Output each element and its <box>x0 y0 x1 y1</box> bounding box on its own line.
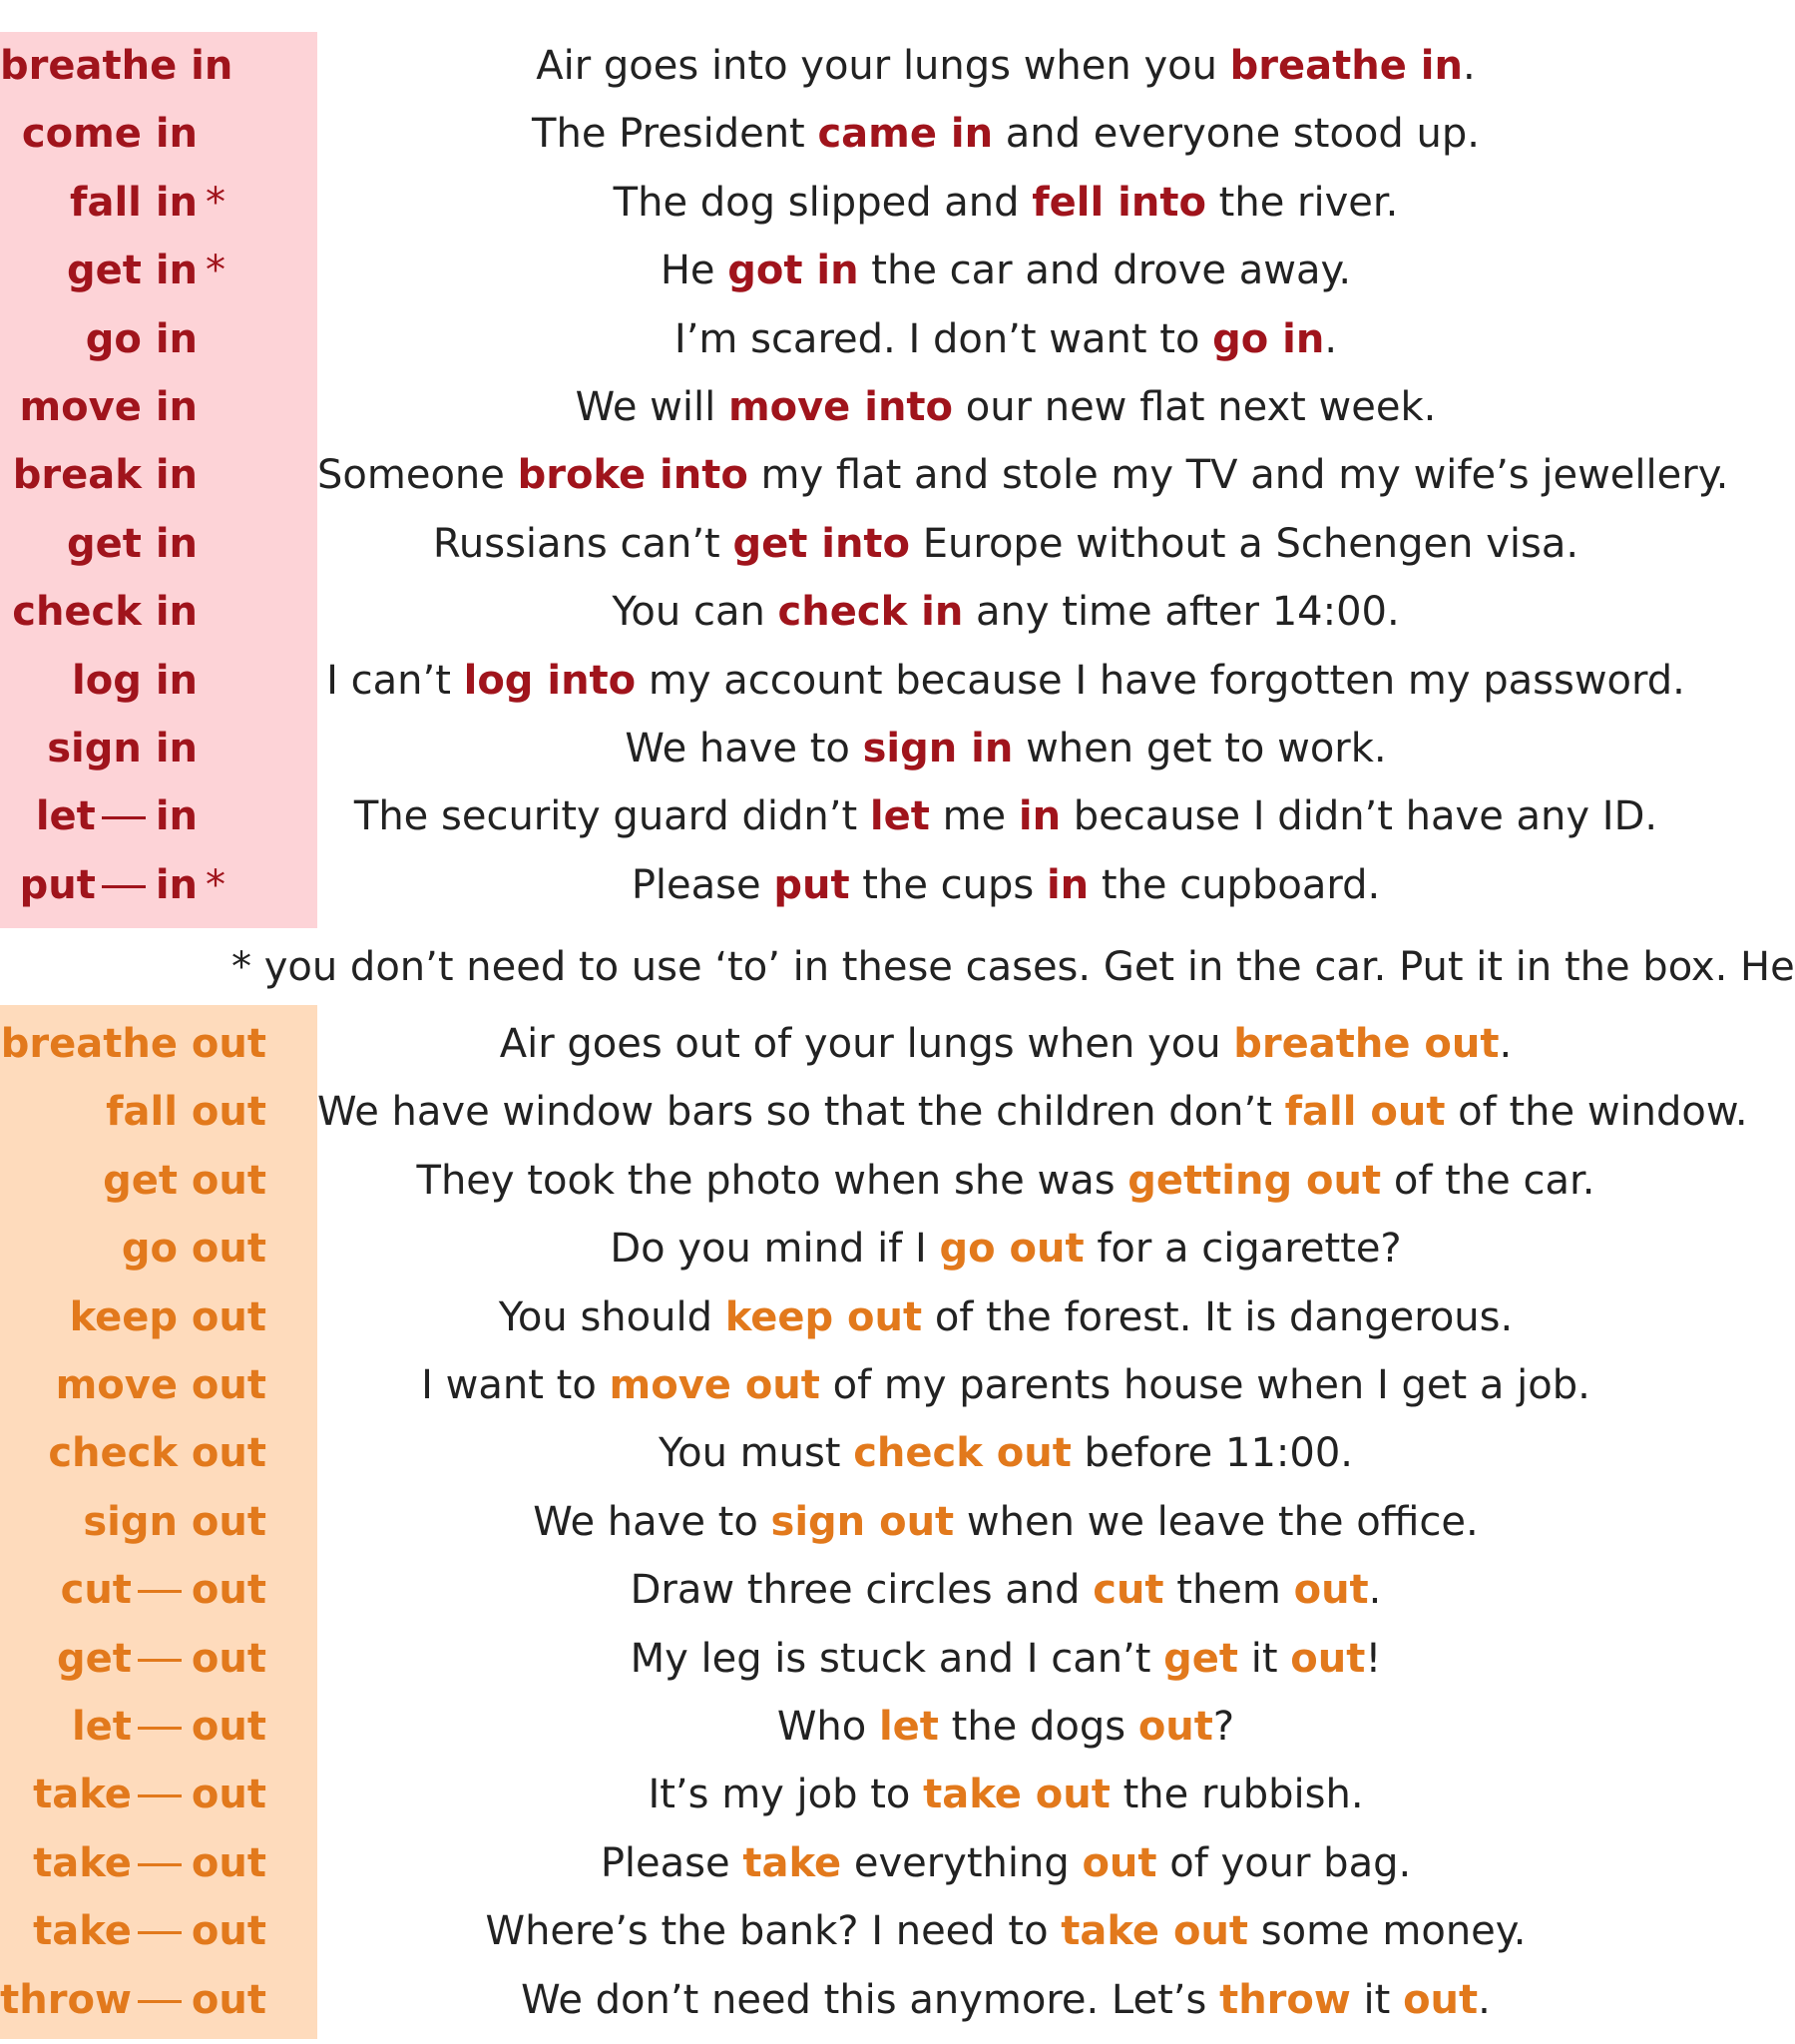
object-blank <box>138 1897 182 1934</box>
footnote-star: * <box>206 179 225 226</box>
verb-word: get <box>66 520 142 567</box>
sentence-text: the car and drove away. <box>858 248 1352 294</box>
footnote: * you don’t need to use ‘to’ in these cases. Get in the car. Put it in the box. He <box>231 944 1795 990</box>
out-verb-row <box>0 1010 1710 1078</box>
sentence-text: any time after 14:00. <box>963 589 1400 636</box>
sentence-text: of the window. <box>1445 1089 1748 1136</box>
in-verb-row <box>0 169 1710 237</box>
phrasal-verb-label <box>0 1897 266 1965</box>
sentence-text: Europe without a Schengen visa. <box>910 520 1579 567</box>
highlighted-verb: out <box>1403 1976 1479 2023</box>
particle-word: in <box>155 589 198 636</box>
phrasal-verb-label <box>0 441 239 509</box>
sentence-text: . <box>1478 1976 1491 2023</box>
sentence-text: our new flat next week. <box>953 384 1437 430</box>
phrasal-verb-label <box>0 32 239 100</box>
sentence-text: Please <box>631 861 774 908</box>
highlighted-verb: get <box>1163 1635 1239 1682</box>
in-verb-row <box>0 782 1710 850</box>
example-sentence <box>317 1966 1694 2034</box>
in-verb-row <box>0 373 1710 441</box>
in-verb-row <box>0 32 1710 100</box>
out-verb-row <box>0 1078 1748 1146</box>
highlighted-verb: out <box>1293 1567 1369 1614</box>
example-sentence <box>317 1010 1694 1078</box>
out-verb-row <box>0 1556 1710 1624</box>
phrasal-verb-label <box>0 1419 266 1487</box>
phrasal-verb-label <box>0 1556 266 1624</box>
phrasal-verb-label <box>0 647 239 715</box>
sentence-text: everything <box>841 1839 1083 1886</box>
particle-word: in <box>155 315 198 362</box>
phrasal-verb-label <box>0 715 239 782</box>
sentence-text: the rubbish. <box>1110 1772 1364 1818</box>
verb-word: check <box>12 589 142 636</box>
sentence-text: You can <box>612 589 778 636</box>
highlighted-verb: go out <box>939 1226 1085 1273</box>
verb-word: get <box>103 1157 178 1204</box>
sentence-text: it <box>1238 1635 1291 1682</box>
phrasal-verb-label <box>0 1966 266 2034</box>
sentence-text: the dogs <box>938 1704 1138 1750</box>
phrasal-verb-label <box>0 510 239 578</box>
sentence-text: when we leave the office. <box>954 1498 1479 1545</box>
sentence-text: because I didn’t have any ID. <box>1061 793 1658 840</box>
sentence-text: the cupboard. <box>1089 861 1381 908</box>
sentence-text: They took the photo when she was <box>416 1157 1128 1204</box>
sentence-text: of your bag. <box>1156 1839 1412 1886</box>
sentence-text: It’s my job to <box>648 1772 924 1818</box>
sentence-text: We will <box>575 384 728 430</box>
highlighted-verb: let <box>878 1704 939 1750</box>
sentence-text: of the forest. It is dangerous. <box>922 1293 1514 1340</box>
example-sentence <box>317 578 1694 646</box>
highlighted-verb: take <box>742 1839 842 1886</box>
object-blank <box>138 1966 182 2003</box>
example-sentence <box>317 1215 1694 1282</box>
sentence-text: We have window bars so that the children don’t <box>317 1089 1285 1136</box>
phrasal-verb-label <box>0 851 239 919</box>
highlighted-verb: put <box>773 861 850 908</box>
phrasal-verb-label <box>0 1488 266 1556</box>
sentence-text: I want to <box>421 1362 610 1408</box>
out-verb-row <box>0 1897 1710 1965</box>
particle-word: out <box>191 1157 266 1204</box>
sentence-text: and everyone stood up. <box>993 111 1480 158</box>
example-sentence <box>317 782 1694 850</box>
out-verb-row <box>0 1215 1710 1282</box>
particle-word: out <box>191 1635 266 1682</box>
object-blank <box>138 1761 182 1797</box>
verb-word: get <box>57 1635 132 1682</box>
particle-word: out <box>191 1430 266 1477</box>
highlighted-verb: sign out <box>770 1498 955 1545</box>
example-sentence <box>317 169 1694 237</box>
phrasal-verb-label <box>0 237 239 304</box>
verb-word: breathe <box>0 43 178 89</box>
particle-word: in <box>155 657 198 704</box>
sentence-text: The President <box>532 111 818 158</box>
sentence-text: The security guard didn’t <box>353 793 870 840</box>
particle-word: in <box>155 793 198 840</box>
verb-word: keep <box>69 1293 178 1340</box>
verb-word: put <box>19 861 96 908</box>
footnote-star: * <box>206 861 225 908</box>
particle-word: in <box>155 861 198 908</box>
in-verb-row <box>0 510 1710 578</box>
phrasal-verb-label <box>0 1351 266 1419</box>
particle-word: out <box>191 1089 266 1136</box>
verb-word: take <box>33 1908 132 1955</box>
sentence-text: . <box>1499 1021 1513 1067</box>
phrasal-verb-label <box>0 1215 266 1282</box>
verb-word: move <box>55 1362 178 1408</box>
phrasal-verb-label <box>0 100 239 168</box>
verb-word: sign <box>47 726 142 771</box>
phrasal-verb-label <box>0 169 239 237</box>
verb-word: let <box>35 793 96 840</box>
verb-word: cut <box>60 1567 132 1614</box>
particle-word: out <box>191 1293 266 1340</box>
sentence-text: when get to work. <box>1013 726 1387 771</box>
particle-word: out <box>191 1704 266 1750</box>
highlighted-verb: fall out <box>1284 1089 1446 1136</box>
example-sentence <box>317 1351 1694 1419</box>
highlighted-verb: fell into <box>1032 179 1206 226</box>
particle-word: in <box>191 43 233 89</box>
verb-word: break <box>12 452 142 499</box>
particle-word: in <box>155 248 198 294</box>
highlighted-verb: take out <box>923 1772 1111 1818</box>
in-verb-row <box>0 100 1710 168</box>
sentence-text: He <box>660 248 728 294</box>
object-blank <box>138 1693 182 1730</box>
highlighted-verb: check out <box>853 1430 1072 1477</box>
example-sentence <box>317 1829 1694 1897</box>
particle-word: out <box>191 1976 266 2023</box>
particle-word: out <box>191 1908 266 1955</box>
sentence-text: I’m scared. I don’t want to <box>673 315 1213 362</box>
sentence-text: Draw three circles and <box>630 1567 1094 1614</box>
sentence-text: . <box>1462 43 1476 89</box>
sentence-text: You must <box>658 1430 854 1477</box>
highlighted-verb: in <box>1018 793 1062 840</box>
object-blank <box>138 1829 182 1866</box>
example-sentence <box>317 1625 1694 1693</box>
out-verb-row <box>0 1147 1710 1215</box>
example-sentence <box>317 1419 1694 1487</box>
phrasal-verb-label <box>0 1147 266 1215</box>
object-blank <box>102 851 146 888</box>
phrasal-verb-label <box>0 305 239 373</box>
highlighted-verb: in <box>1046 861 1090 908</box>
verb-word: sign <box>83 1498 178 1545</box>
particle-word: out <box>191 1226 266 1273</box>
sentence-text: my account because I have forgotten my password. <box>636 657 1685 704</box>
sentence-text: ? <box>1212 1704 1235 1750</box>
phrasal-verb-label <box>0 1761 266 1828</box>
highlighted-verb: go in <box>1212 315 1325 362</box>
sentence-text: The dog slipped and <box>613 179 1033 226</box>
highlighted-verb: take out <box>1061 1908 1249 1955</box>
out-verb-row <box>0 1693 1710 1761</box>
example-sentence <box>317 32 1694 100</box>
phrasal-verb-label <box>0 1625 266 1693</box>
example-sentence <box>317 1761 1694 1828</box>
phrasal-verb-label <box>0 578 239 646</box>
particle-word: in <box>155 726 198 771</box>
phrasal-verb-label <box>0 1078 266 1146</box>
particle-word: in <box>155 452 198 499</box>
highlighted-verb: sign in <box>862 726 1014 771</box>
sentence-text: it <box>1350 1976 1404 2023</box>
in-verb-row <box>0 237 1710 304</box>
example-sentence <box>317 510 1694 578</box>
particle-word: out <box>191 1498 266 1545</box>
example-sentence <box>317 237 1694 304</box>
highlighted-verb: came in <box>817 111 994 158</box>
example-sentence <box>317 1693 1694 1761</box>
sentence-text: me <box>929 793 1019 840</box>
sentence-text: Air goes out of your lungs when you <box>499 1021 1234 1067</box>
particle-word: out <box>191 1772 266 1818</box>
verb-word: take <box>33 1772 132 1818</box>
verb-word: fall <box>106 1089 178 1136</box>
in-verb-row <box>0 578 1710 646</box>
verb-word: check <box>48 1430 178 1477</box>
verb-word: log <box>72 657 142 704</box>
example-sentence <box>317 1078 1748 1146</box>
verb-word: let <box>71 1704 132 1750</box>
in-verb-row <box>0 851 1710 919</box>
example-sentence <box>317 1897 1694 1965</box>
sentence-text: Do you mind if I <box>610 1226 940 1273</box>
highlighted-verb: breathe out <box>1233 1021 1500 1067</box>
highlighted-verb: cut <box>1093 1567 1164 1614</box>
highlighted-verb: out <box>1082 1839 1157 1886</box>
example-sentence <box>317 305 1694 373</box>
out-verb-row <box>0 1829 1710 1897</box>
phrasal-verb-label <box>0 1010 266 1078</box>
sentence-text: the river. <box>1205 179 1399 226</box>
sentence-text: for a cigarette? <box>1084 1226 1402 1273</box>
verb-word: go <box>85 315 142 362</box>
sentence-text: Where’s the bank? I need to <box>485 1908 1062 1955</box>
sentence-text: Someone <box>317 452 518 499</box>
phrasal-verb-label <box>0 1829 266 1897</box>
particle-word: out <box>191 1021 266 1067</box>
example-sentence <box>317 1488 1694 1556</box>
verb-word: get <box>66 248 142 294</box>
object-blank <box>138 1556 182 1593</box>
sentence-text: Air goes into your lungs when you <box>536 43 1230 89</box>
sentence-text: . <box>1324 315 1338 362</box>
in-verb-row <box>0 647 1710 715</box>
example-sentence <box>317 373 1694 441</box>
example-sentence <box>317 100 1694 168</box>
sentence-text: the cups <box>849 861 1047 908</box>
sentence-text: them <box>1163 1567 1294 1614</box>
example-sentence <box>317 715 1694 782</box>
example-sentence <box>317 1556 1694 1624</box>
verb-word: come <box>21 111 142 158</box>
particle-word: in <box>155 520 198 567</box>
out-verb-row <box>0 1488 1710 1556</box>
sentence-text: We have to <box>533 1498 771 1545</box>
verb-word: move <box>19 384 142 430</box>
sentence-text: Who <box>776 1704 879 1750</box>
sentence-text: before 11:00. <box>1071 1430 1353 1477</box>
highlighted-verb: out <box>1137 1704 1213 1750</box>
highlighted-verb: keep out <box>724 1293 923 1340</box>
highlighted-verb: get into <box>732 520 911 567</box>
in-verb-row <box>0 715 1710 782</box>
particle-word: in <box>155 111 198 158</box>
in-verb-row <box>0 305 1710 373</box>
particle-word: in <box>155 384 198 430</box>
object-blank <box>102 782 146 819</box>
sentence-text: of the car. <box>1381 1157 1595 1204</box>
out-verb-row <box>0 1419 1710 1487</box>
example-sentence <box>317 647 1694 715</box>
highlighted-verb: breathe in <box>1229 43 1463 89</box>
object-blank <box>138 1625 182 1662</box>
sentence-text: ! <box>1365 1635 1382 1682</box>
verb-word: breathe <box>0 1021 178 1067</box>
sentence-text: of my parents house when I get a job. <box>819 1362 1590 1408</box>
verb-word: throw <box>0 1976 132 2023</box>
highlighted-verb: got in <box>727 248 859 294</box>
out-verb-row <box>0 1966 1710 2034</box>
verb-word: go <box>121 1226 178 1273</box>
out-verb-row <box>0 1351 1710 1419</box>
sentence-text: You should <box>498 1293 725 1340</box>
highlighted-verb: log into <box>463 657 637 704</box>
sentence-text: Please <box>600 1839 743 1886</box>
particle-word: out <box>191 1362 266 1408</box>
in-verb-row <box>0 441 1729 509</box>
highlighted-verb: broke into <box>517 452 748 499</box>
phrasal-verb-label <box>0 373 239 441</box>
sentence-text: I can’t <box>326 657 464 704</box>
highlighted-verb: move into <box>727 384 954 430</box>
verb-word: take <box>33 1839 132 1886</box>
particle-word: in <box>155 179 198 226</box>
sentence-text: Russians can’t <box>432 520 733 567</box>
phrasal-verb-label <box>0 782 239 850</box>
particle-word: out <box>191 1839 266 1886</box>
out-verb-row <box>0 1283 1710 1351</box>
footnote-star: * <box>206 248 225 294</box>
sentence-text: some money. <box>1248 1908 1527 1955</box>
sentence-text: . <box>1368 1567 1382 1614</box>
sentence-text: We have to <box>625 726 863 771</box>
sentence-text: My leg is stuck and I can’t <box>630 1635 1164 1682</box>
example-sentence <box>317 851 1694 919</box>
particle-word: out <box>191 1567 266 1614</box>
example-sentence <box>317 1147 1694 1215</box>
verb-word: fall <box>70 179 142 226</box>
example-sentence <box>317 441 1729 509</box>
example-sentence <box>317 1283 1694 1351</box>
highlighted-verb: throw <box>1219 1976 1351 2023</box>
highlighted-verb: move out <box>609 1362 820 1408</box>
highlighted-verb: out <box>1290 1635 1366 1682</box>
phrasal-verb-label <box>0 1283 266 1351</box>
out-verb-row <box>0 1625 1710 1693</box>
sentence-text: my flat and stole my TV and my wife’s jewellery. <box>747 452 1729 499</box>
phrasal-verb-label <box>0 1693 266 1761</box>
highlighted-verb: let <box>869 793 930 840</box>
out-verb-row <box>0 1761 1710 1828</box>
highlighted-verb: getting out <box>1127 1157 1382 1204</box>
sentence-text: We don’t need this anymore. Let’s <box>521 1976 1220 2023</box>
highlighted-verb: check in <box>777 589 964 636</box>
